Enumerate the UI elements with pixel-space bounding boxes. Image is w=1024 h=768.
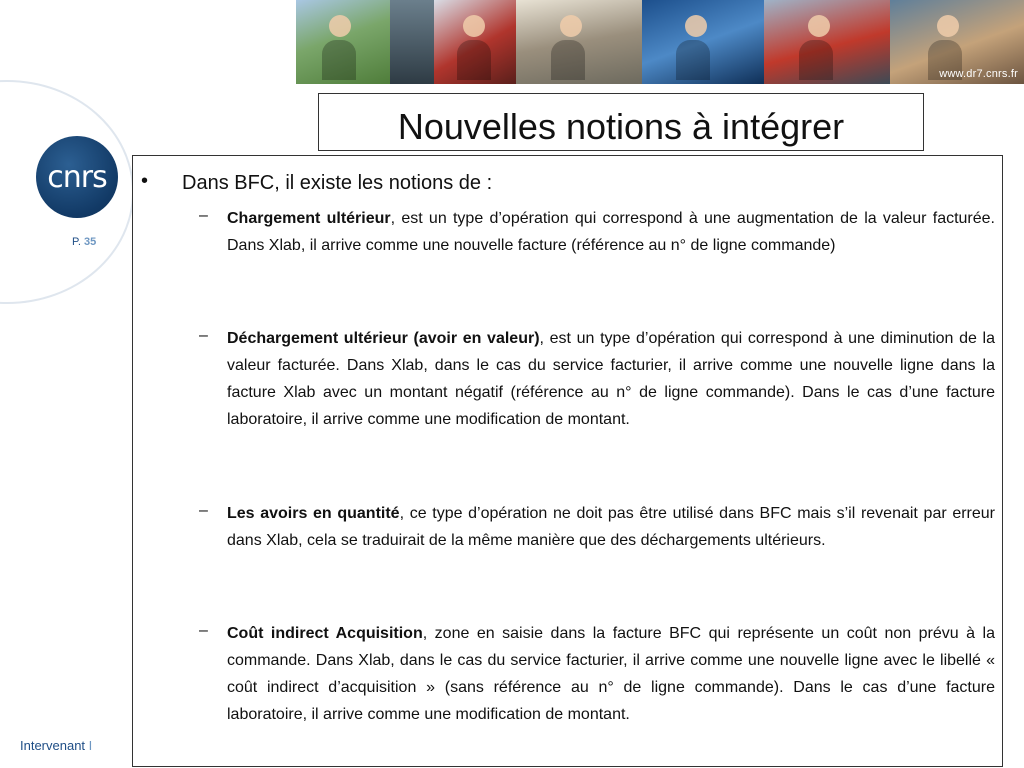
dash-icon: – [199, 327, 208, 344]
list-item [227, 205, 995, 259]
item-text: , est un type d’opération qui correspond à une augmentation de la valeur facturée. Dans Xlab, il arrive comme une nouvelle facture (référence au n° de ligne commande) [227, 210, 996, 254]
item-term: Coût indirect Acquisition [227, 625, 423, 642]
presenter-footer [20, 738, 92, 753]
presenter-label: Intervenant [20, 738, 86, 753]
item-term: Déchargement ultérieur (avoir en valeur) [227, 330, 540, 347]
item-term: Chargement ultérieur [227, 210, 391, 227]
title-box [318, 93, 924, 151]
photo-banner [296, 0, 1024, 84]
item-text: , est un type d’opération qui correspond à une diminution de la valeur facturée. Dans Xlab, dans le cas du service facturier, il arrive comme une nouvelle ligne dans la facture Xlab avec un montant négatif (référence au n° de ligne commande). Dans le cas d’une facture laboratoire, il arrive comme une modification de montant. [227, 330, 995, 428]
item-term: Les avoirs en quantité [227, 505, 400, 522]
lead-text: Dans BFC, il existe les notions de : [182, 172, 493, 194]
content-box [132, 155, 1003, 767]
page-number [72, 236, 96, 248]
page-prefix: P. [72, 236, 81, 248]
dash-icon: – [199, 207, 208, 224]
bullet-icon: • [141, 170, 149, 192]
page-number-value: 35 [84, 236, 97, 248]
footer-separator: I [88, 738, 93, 753]
list-item [227, 500, 995, 554]
banner-url: www.dr7.cnrs.fr [939, 68, 1018, 80]
dash-icon: – [199, 622, 208, 639]
banner-photo [296, 0, 390, 84]
banner-photo [390, 0, 434, 84]
item-text: , zone en saisie dans la facture BFC qui représente un coût non prévu à la commande. Dans Xlab, dans le cas du service facturier, il arrive comme une nouvelle ligne avec le libellé « coût indirect d’acquisition » (sans référence au n° de ligne commande). Dans le cas d’une facture laboratoire, il arrive comme une modification de montant. [227, 625, 996, 723]
banner-photo [516, 0, 642, 84]
cnrs-logo [36, 136, 118, 218]
dash-icon: – [199, 502, 208, 519]
list-item [227, 620, 995, 728]
list-item [227, 325, 995, 433]
banner-photo [434, 0, 516, 84]
slide-title: Nouvelles notions à intégrer [397, 106, 845, 147]
logo-text: cnrs [47, 159, 107, 195]
banner-photo [764, 0, 890, 84]
item-text: , ce type d’opération ne doit pas être utilisé dans BFC mais s’il revenait par erreur dans Xlab, cela se traduirait de la même manière que des déchargements ultérieurs. [227, 505, 996, 549]
banner-photo [642, 0, 764, 84]
